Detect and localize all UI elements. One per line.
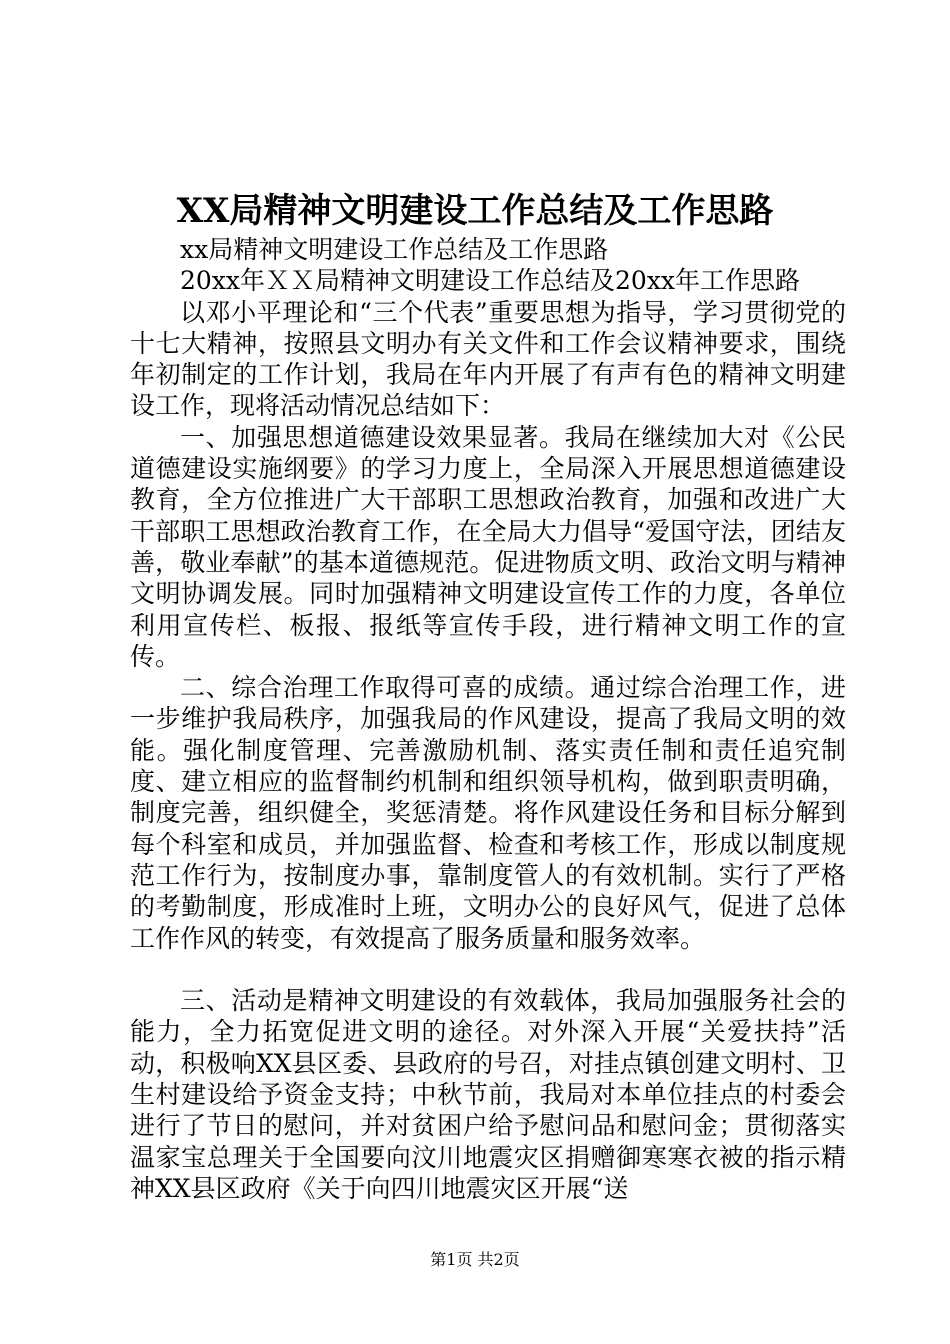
heading-line: 20xx年ＸＸ局精神文明建设工作总结及20xx年工作思路 <box>180 266 801 296</box>
section-3-paragraph: 三、活动是精神文明建设的有效载体，我局加强服务社会的能力，全力拓宽促进文明的途径。对外深入开展“关爱扶持”活动，积极响XX县区委、县政府的号召，对挂点镇创建文明村、卫生村建设给予资金支持；中秋节前，我局对本单位挂点的村委会进行了节日的慰问，并对贫困户给予慰问品和慰问金；贯彻落实温家宝总理关于全国要向汶川地震灾区捐赠御寒寒衣被的指示精神XX县区政府《关于向四川地震灾区开展“送 <box>130 986 846 1203</box>
section-2-paragraph: 二、综合治理工作取得可喜的成绩。通过综合治理工作，进一步维护我局秩序，加强我局的作风建设，提高了我局文明的效能。强化制度管理、完善激励机制、落实责任制和责任追究制度、建立相应的监督制约机制和组织领导机构，做到职责明确，制度完善，组织健全，奖惩清楚。将作风建设任务和目标分解到每个科室和成员，并加强监督、检查和考核工作，形成以制度规范工作行为，按制度办事，靠制度管人的有效机制。实行了严格的考勤制度，形成准时上班，文明办公的良好风气，促进了总体工作作风的转变，有效提高了服务质量和服务效率。 <box>130 673 846 953</box>
page-number-footer: 第1页 共2页 <box>430 1250 520 1269</box>
blank-line <box>130 954 846 985</box>
intro-paragraph: 以邓小平理论和“三个代表”重要思想为指导，学习贯彻党的十七大精神，按照县文明办有关文件和工作会议精神要求，围绕年初制定的工作计划，我局在年内开展了有声有色的精神文明建设工作，现将活动情况总结如下： <box>130 297 846 421</box>
document-title: XX局精神文明建设工作总结及工作思路 <box>176 191 774 231</box>
section-1-paragraph: 一、加强思想道德建设效果显著。我局在继续加大对《公民道德建设实施纲要》的学习力度上，全局深入开展思想道德建设教育，全方位推进广大干部职工思想政治教育，加强和改进广大干部职工思想政治教育工作，在全局大力倡导“爱国守法，团结友善，敬业奉献”的基本道德规范。促进物质文明、政治文明与精神文明协调发展。同时加强精神文明建设宣传工作的力度，各单位利用宣传栏、板报、报纸等宣传手段，进行精神文明工作的宣传。 <box>130 422 846 671</box>
subtitle-line: xx局精神文明建设工作总结及工作思路 <box>180 235 609 264</box>
document-body <box>130 234 846 1204</box>
